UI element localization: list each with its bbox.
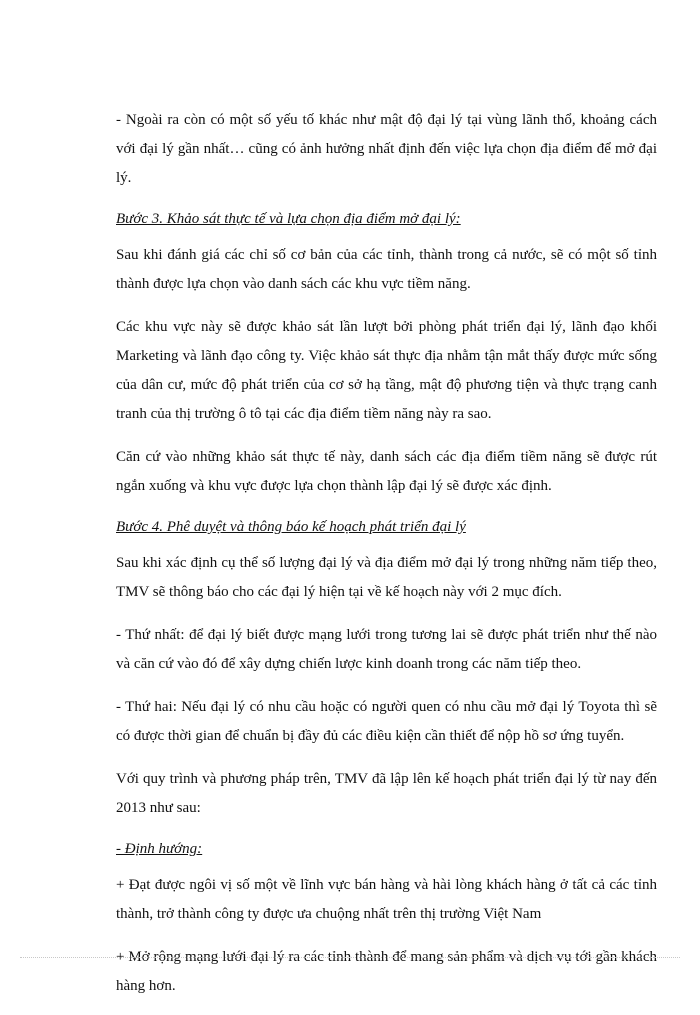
paragraph-survey: Các khu vực này sẽ được khảo sát lần lượt bởi phòng phát triển đại lý, lãnh đạo khối Marketing và lãnh đạo công ty. Việc khảo sát thực địa nhằm tận mắt thấy được mức sống của dân cư, mức độ phát triển của cơ sở hạ tầng, mật độ phương tiện và thực trạng canh tranh của thị trường ô tô tại các địa điểm tiềm năng này ra sao. (116, 319, 657, 422)
page-bottom-divider (20, 957, 680, 958)
paragraph-purpose-2: - Thứ hai: Nếu đại lý có nhu cầu hoặc có người quen có nhu cầu mở đại lý Toyota thì sẽ có được thời gian để chuẩn bị đầy đủ các điều kiện cần thiết để nộp hồ sơ ứng tuyển. (116, 699, 657, 744)
paragraph-purpose-1: - Thứ nhất: để đại lý biết được mạng lưới trong tương lai sẽ được phát triển như thế nào và căn cứ vào đó để xây dựng chiến lược kinh doanh trong các năm tiếp theo. (116, 627, 657, 672)
paragraph-notification: Sau khi xác định cụ thể số lượng đại lý và địa điểm mở đại lý trong những năm tiếp theo, TMV sẽ thông báo cho các đại lý hiện tại về kế hoạch này với 2 mục đích. (116, 555, 657, 600)
paragraph-shortlist: Căn cứ vào những khảo sát thực tế này, danh sách các địa điểm tiềm năng sẽ được rút ngắn xuống và khu vực được lựa chọn thành lập đại lý sẽ được xác định. (116, 449, 657, 494)
paragraph-goal-1: + Đạt được ngôi vị số một về lĩnh vực bán hàng và hài lòng khách hàng ở tất cả các tỉnh thành, trở thành công ty được ưa chuộng nhất trên thị trường Việt Nam (116, 877, 657, 922)
paragraph-dealer-density: - Ngoài ra còn có một số yếu tố khác như mật độ đại lý tại vùng lãnh thổ, khoảng cách với đại lý gần nhất… cũng có ảnh hưởng nhất định đến việc lựa chọn địa điểm để mở đại lý. (116, 112, 657, 186)
document-page (116, 106, 657, 1015)
heading-step-3: Bước 3. Khảo sát thực tế và lựa chọn địa điểm mở đại lý: (116, 211, 461, 227)
heading-orientation: - Định hướng: (116, 841, 203, 857)
paragraph-plan-intro: Với quy trình và phương pháp trên, TMV đã lập lên kế hoạch phát triển đại lý từ nay đến 2013 như sau: (116, 771, 657, 816)
heading-step-4: Bước 4. Phê duyệt và thông báo kế hoạch phát triển đại lý (116, 519, 466, 535)
paragraph-goal-2: + Mở rộng mạng lưới đại lý ra các tỉnh thành để mang sản phẩm và dịch vụ tới gần khách hàng hơn. (116, 949, 657, 994)
paragraph-evaluation: Sau khi đánh giá các chỉ số cơ bản của các tỉnh, thành trong cả nước, sẽ có một số tỉnh thành được lựa chọn vào danh sách các khu vực tiềm năng. (116, 247, 657, 292)
